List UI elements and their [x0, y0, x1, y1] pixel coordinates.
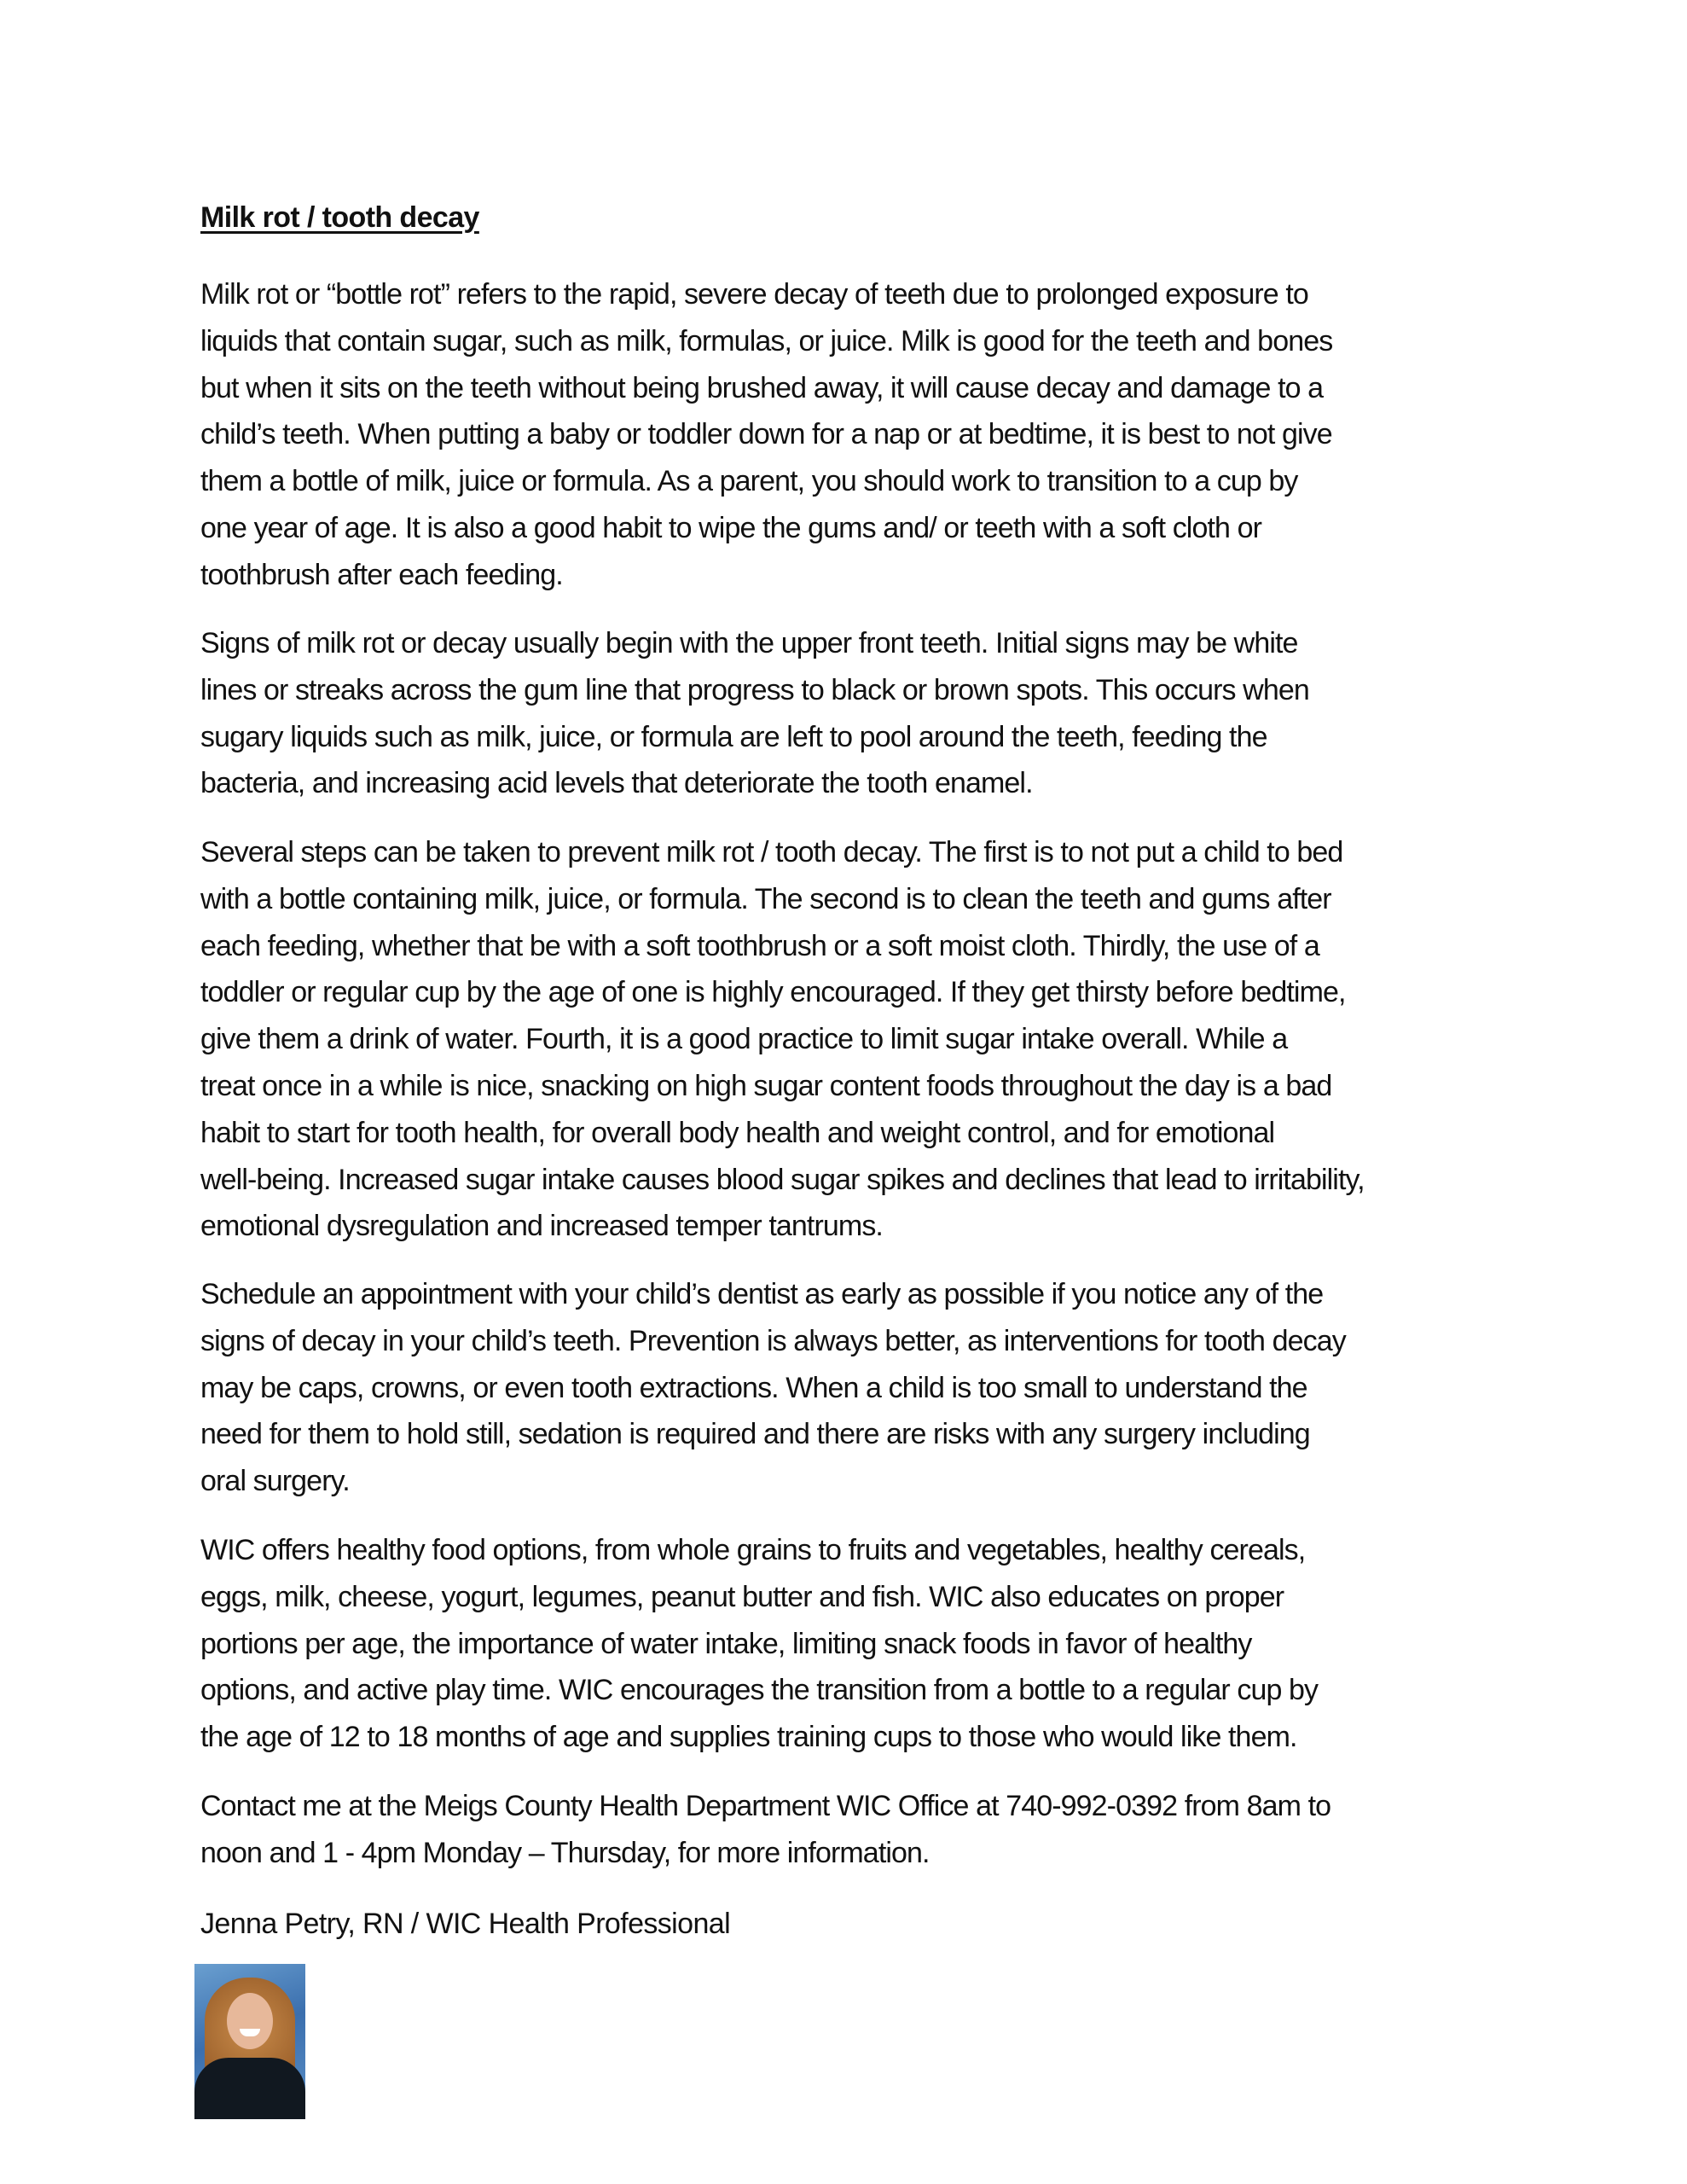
text-line: options, and active play time. WIC encourages the transition from a bottle to a regular cup by	[200, 1674, 1319, 1707]
paragraph-contact	[200, 1783, 1531, 1877]
text-line: need for them to hold still, sedation is required and there are risks with any surgery including	[200, 1418, 1310, 1451]
text-line: give them a drink of water. Fourth, it is a good practice to limit sugar intake overall. While a	[200, 1023, 1288, 1056]
text-line: may be caps, crowns, or even tooth extractions. When a child is too small to understand the	[200, 1371, 1307, 1404]
photo-shirt	[194, 2058, 305, 2119]
paragraph-milk-rot-definition	[200, 271, 1531, 599]
photo-face	[227, 1993, 273, 2049]
signature: Jenna Petry, RN / WIC Health Professional	[200, 1908, 731, 1940]
text-line: portions per age, the importance of water intake, limiting snack foods in favor of healthy	[200, 1627, 1252, 1660]
paragraph-wic-offers	[200, 1527, 1531, 1761]
paragraph-dentist-appointment	[200, 1271, 1531, 1505]
paragraph-signs	[200, 620, 1531, 807]
text-line: them a bottle of milk, juice or formula. As a parent, you should work to transition to a cup by	[200, 465, 1298, 498]
text-line: signs of decay in your child’s teeth. Prevention is always better, as interventions for tooth decay	[200, 1324, 1346, 1357]
text-line: lines or streaks across the gum line that progress to black or brown spots. This occurs when	[200, 673, 1309, 706]
document-heading: Milk rot / tooth decay	[200, 201, 479, 234]
text-line: liquids that contain sugar, such as milk, formulas, or juice. Milk is good for the teeth and bones	[200, 324, 1333, 357]
text-line: emotional dysregulation and increased temper tantrums.	[200, 1210, 883, 1243]
text-line: Milk rot or “bottle rot” refers to the rapid, severe decay of teeth due to prolonged exposure to	[200, 278, 1308, 311]
text-line: with a bottle containing milk, juice, or formula. The second is to clean the teeth and gums after	[200, 882, 1331, 915]
text-line: Schedule an appointment with your child’s dentist as early as possible if you notice any of the	[200, 1278, 1324, 1310]
text-line: habit to start for tooth health, for overall body health and weight control, and for emotional	[200, 1116, 1275, 1149]
paragraph-prevention-steps	[200, 829, 1531, 1250]
text-line: Signs of milk rot or decay usually begin with the upper front teeth. Initial signs may be white	[200, 627, 1298, 659]
text-line: noon and 1 - 4pm Monday – Thursday, for more information.	[200, 1836, 930, 1869]
text-line: well-being. Increased sugar intake causes blood sugar spikes and declines that lead to irritability,	[200, 1163, 1365, 1196]
text-line: toothbrush after each feeding.	[200, 558, 563, 591]
text-line: oral surgery.	[200, 1465, 350, 1498]
text-line: toddler or regular cup by the age of one is highly encouraged. If they get thirsty before bedtime,	[200, 976, 1346, 1009]
text-line: eggs, milk, cheese, yogurt, legumes, peanut butter and fish. WIC also educates on proper	[200, 1580, 1284, 1613]
text-line: bacteria, and increasing acid levels that deteriorate the tooth enamel.	[200, 767, 1033, 800]
text-line: treat once in a while is nice, snacking on high sugar content foods throughout the day is a bad	[200, 1069, 1332, 1102]
text-line: Several steps can be taken to prevent milk rot / tooth decay. The first is to not put a child to bed	[200, 836, 1343, 868]
text-line: WIC offers healthy food options, from whole grains to fruits and vegetables, healthy cereals,	[200, 1534, 1306, 1566]
text-line: one year of age. It is also a good habit to wipe the gums and/ or teeth with a soft cloth or	[200, 511, 1261, 544]
text-line: but when it sits on the teeth without being brushed away, it will cause decay and damage to a	[200, 371, 1324, 404]
author-photo	[194, 1964, 305, 2119]
text-line: sugary liquids such as milk, juice, or formula are left to pool around the teeth, feeding the	[200, 720, 1267, 753]
text-line: each feeding, whether that be with a soft toothbrush or a soft moist cloth. Thirdly, the use of a	[200, 929, 1319, 962]
text-line: the age of 12 to 18 months of age and supplies training cups to those who would like them.	[200, 1721, 1297, 1754]
text-line: Contact me at the Meigs County Health Department WIC Office at 740-992-0392 from 8am to	[200, 1790, 1331, 1822]
text-line: child’s teeth. When putting a baby or toddler down for a nap or at bedtime, it is best to not give	[200, 418, 1332, 451]
